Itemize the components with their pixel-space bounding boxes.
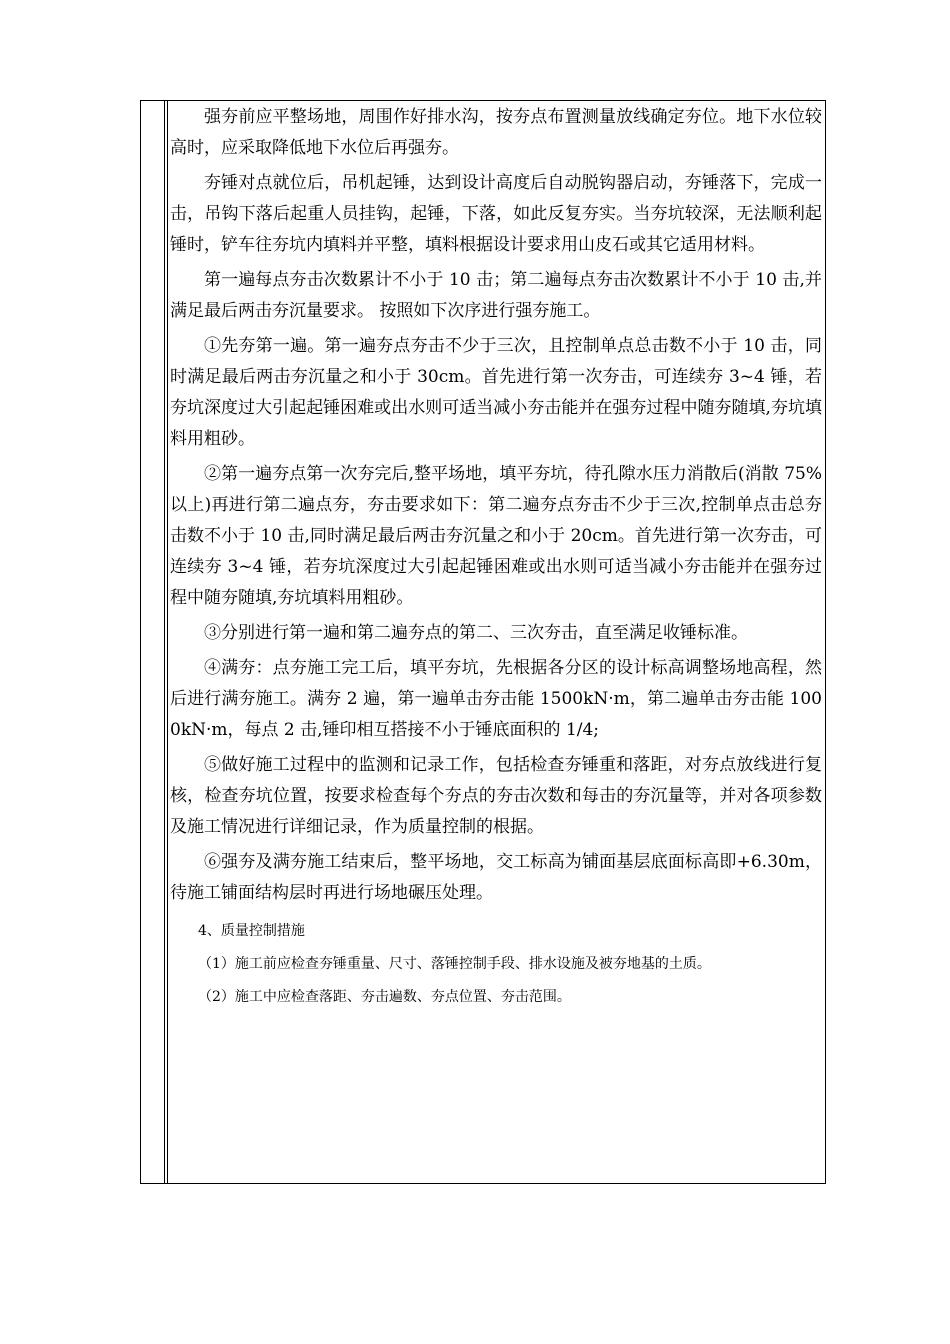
- paragraph-step-2: ②第一遍夯点第一次夯完后,整平场地，填平夯坑，待孔隙水压力消散后(消散 75%以上)再进行第二遍点夯，夯击要求如下：第二遍夯点夯击不少于三次,控制单点击总夯击数不小于 10 击,同时满足最后两击夯沉量之和小于 20cm。首先进行第一次夯击，可连续夯 3~4 锤，若夯坑深度过大引起起锤困难或出水则可适当减小夯击能并在强夯过程中随夯随填,夯坑填料用粗砂。: [170, 464, 822, 608]
- paragraph-step-1: ①先夯第一遍。第一遍夯点夯击不少于三次，且控制单点总击数不小于 10 击，同时满足最后两击夯沉量之和小于 30cm。首先进行第一次夯击，可连续夯 3~4 锤，若夯坑深度过大引起起锤困难或出水则可适当减小夯击能并在强夯过程中随夯随填,夯坑填料用粗砂。: [170, 336, 822, 449]
- left-column-border: [164, 100, 165, 1184]
- paragraph-blow-count: 第一遍每点夯击次数累计不小于 10 击；第二遍每点夯击次数累计不小于 10 击,并满足最后两击夯沉量要求。 按照如下次序进行强夯施工。: [170, 270, 822, 321]
- paragraph-step-4: ④满夯：点夯施工完工后，填平夯坑，先根据各分区的设计标高调整场地高程，然后进行满夯施工。满夯 2 遍，第一遍单击夯击能 1500kN·m，第二遍单击夯击能 1000kN·m，每点 2 击,锤印相互搭接不小于锤底面积的 1/4;: [170, 658, 822, 740]
- paragraph-step-3: ③分别进行第一遍和第二遍夯点的第二、三次夯击，直至满足收锤标准。: [204, 623, 748, 643]
- quality-item-1: （1）施工前应检查夯锤重量、尺寸、落锤控制手段、排水设施及被夯地基的土质。: [198, 956, 711, 972]
- document-content: [170, 102, 822, 1007]
- paragraph-site-preparation: 强夯前应平整场地，周围作好排水沟，按夯点布置测量放线确定夯位。地下水位较高时，应采取降低地下水位后再强夯。: [170, 107, 822, 158]
- paragraph-hammer-procedure: 夯锤对点就位后，吊机起锤，达到设计高度后自动脱钩器启动，夯锤落下，完成一击，吊钩下落后起重人员挂钩，起锤，下落，如此反复夯实。当夯坑较深，无法顺利起锤时，铲车往夯坑内填料并平整，填料根据设计要求用山皮石或其它适用材料。: [170, 173, 822, 255]
- quality-item-2: （2）施工中应检查落距、夯击遍数、夯点位置、夯击范围。: [198, 989, 571, 1005]
- paragraph-step-6: ⑥强夯及满夯施工结束后，整平场地，交工标高为铺面基层底面标高即+6.30m，待施工铺面结构层时再进行场地碾压处理。: [170, 852, 822, 903]
- paragraph-step-5: ⑤做好施工过程中的监测和记录工作，包括检查夯锤重和落距，对夯点放线进行复核，检查夯坑位置，按要求检查每个夯点的夯击次数和每击的夯沉量等，并对各项参数及施工情况进行详细记录，作为质量控制的根据。: [170, 755, 822, 837]
- left-column-border-inner: [167, 100, 168, 1184]
- section-heading-quality-control: 4、质量控制措施: [198, 923, 305, 939]
